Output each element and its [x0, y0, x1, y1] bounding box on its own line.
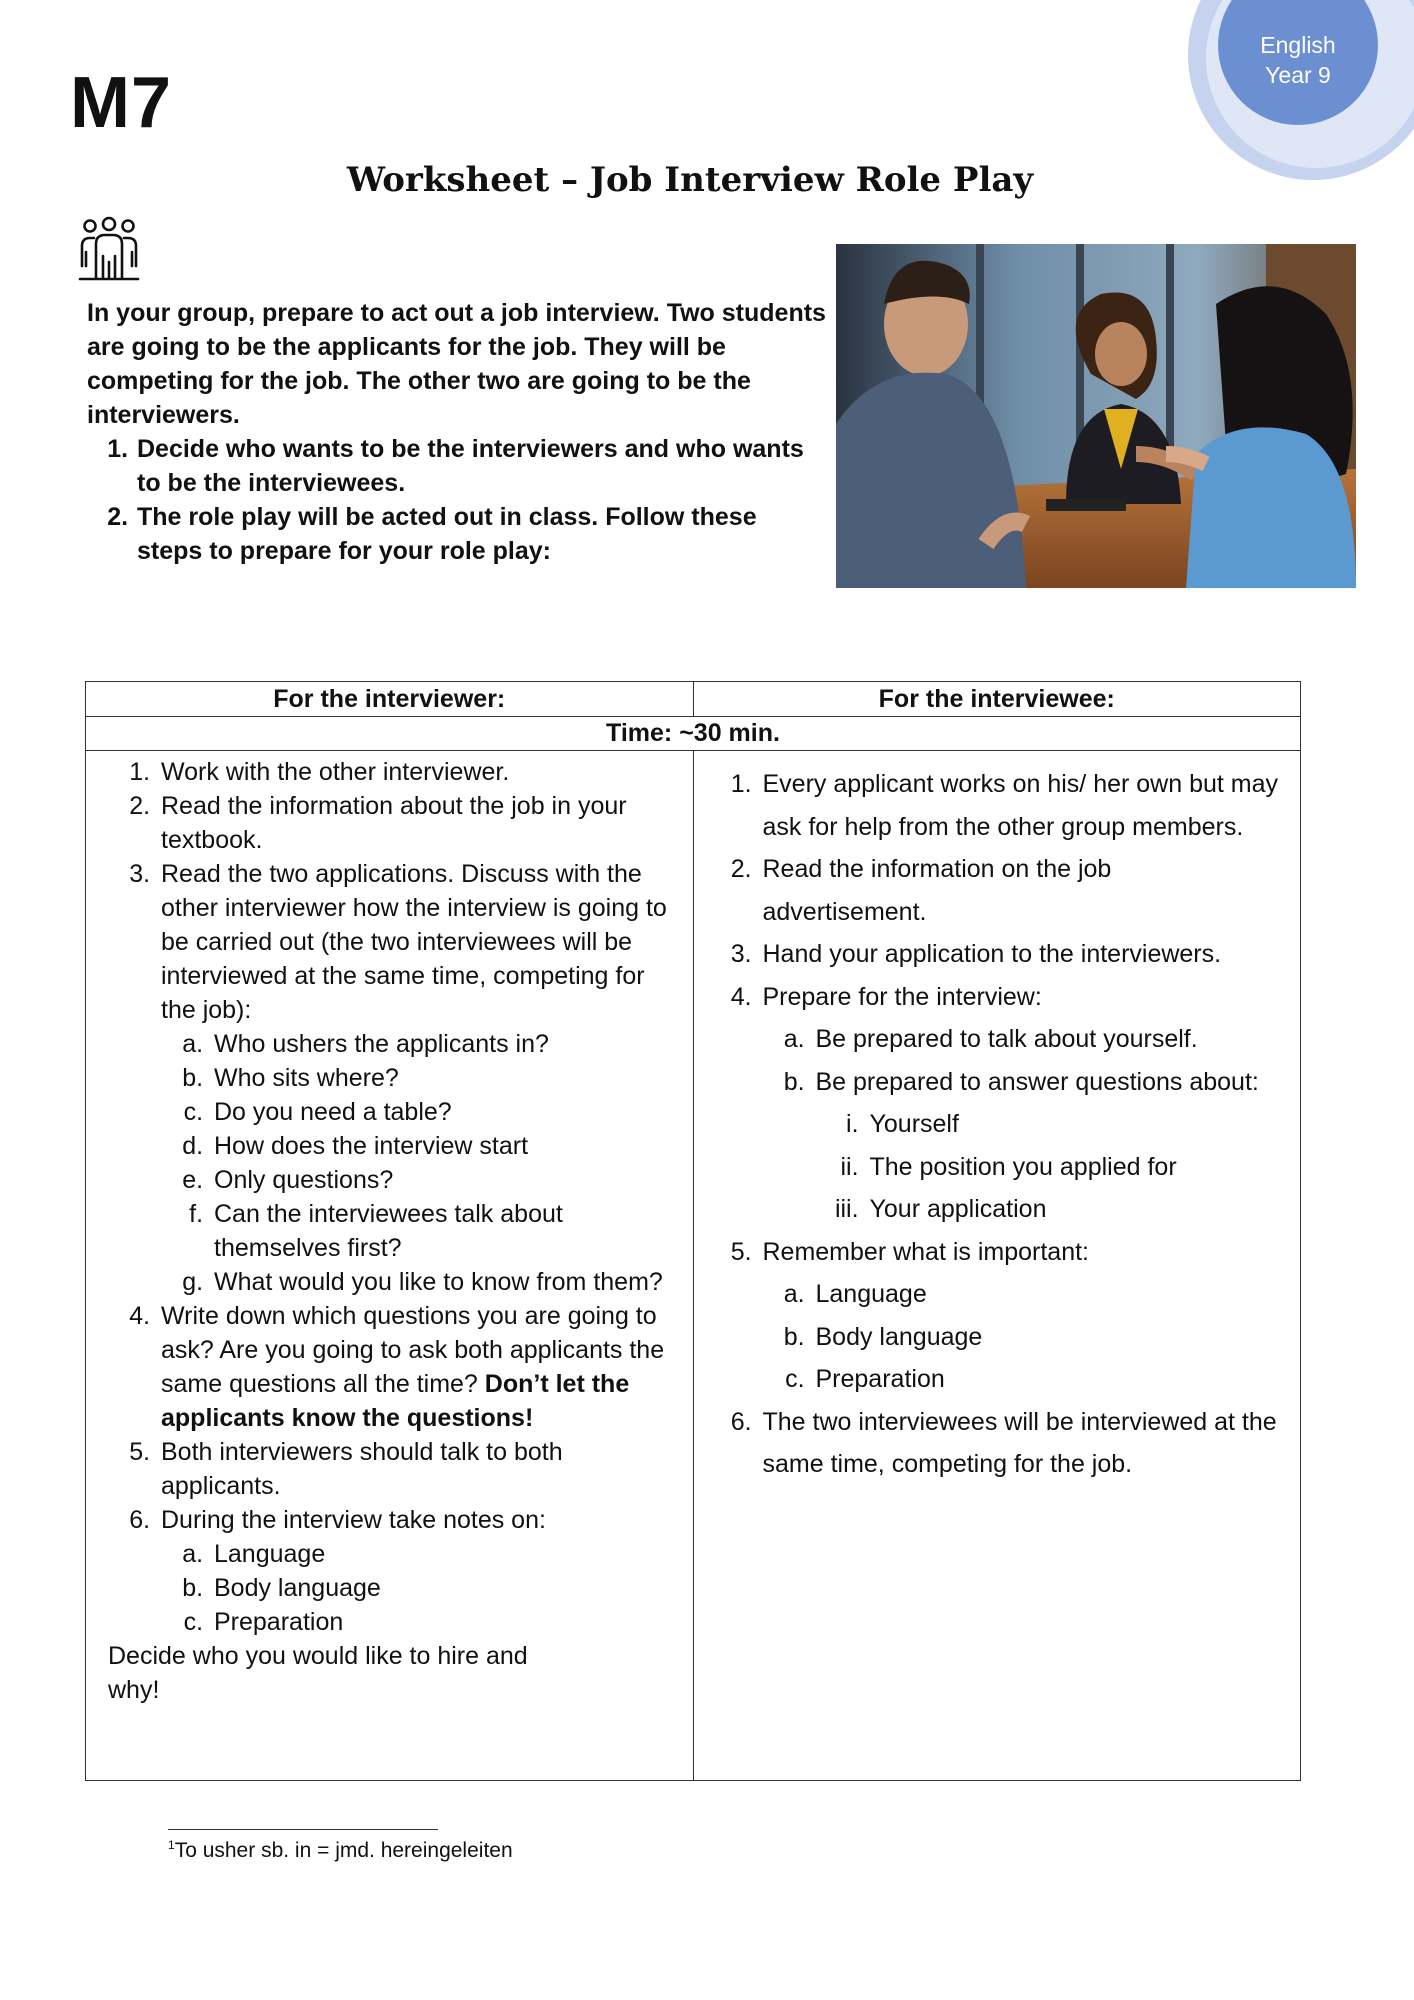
intro-step: 1. Decide who wants to be the interviewers and who wants to be the interviewees. — [135, 432, 827, 500]
list-item — [157, 857, 673, 1299]
sub-list — [161, 1027, 673, 1299]
list-item-text: During the interview take notes on: — [161, 1506, 546, 1534]
footnote — [168, 1838, 513, 1863]
intro-steps — [87, 432, 827, 568]
table-body-row — [86, 751, 1300, 1780]
list-item: c. Preparation — [210, 1605, 673, 1639]
badge-subject: English — [1260, 32, 1336, 58]
module-label: M7 — [70, 63, 173, 143]
interviewee-steps — [694, 763, 1301, 1486]
sub-sub-list — [816, 1103, 1281, 1231]
interviewer-steps — [86, 755, 693, 1639]
intro-paragraph: In your group, prepare to act out a job interview. Two students are going to be the applicants for the job. They will be competing for the job. The other two are going to be the interviewers. — [87, 299, 826, 429]
list-item: b. Who sits where? — [210, 1061, 673, 1095]
page-title: Worksheet – Job Interview Role Play — [346, 160, 1034, 200]
list-item: a. Language — [210, 1537, 673, 1571]
list-item: 1. Every applicant works on his/ her own but may ask for help from the other group members. — [759, 763, 1281, 848]
list-item — [157, 1299, 673, 1435]
sub-list — [763, 1018, 1281, 1231]
list-item: a. Who ushers the applicants in? — [210, 1027, 673, 1061]
time-row: Time: ~30 min. — [86, 717, 1300, 751]
list-item — [812, 1061, 1281, 1231]
list-item: ii. The position you applied for — [866, 1146, 1281, 1189]
footnote-text: To usher sb. in = jmd. hereingeleiten — [174, 1839, 513, 1862]
interviewer-column-header: For the interviewer: — [86, 682, 694, 716]
interviewer-column — [86, 751, 694, 1780]
list-item: b. Body language — [812, 1316, 1281, 1359]
list-item — [759, 1231, 1281, 1401]
list-item-text: Read the two applications. Discuss with the other interviewer how the interview is going to be carried out (the two interviewees will be interviewed at the same time, competing for the job): — [161, 860, 667, 1024]
list-item: b. Body language — [210, 1571, 673, 1605]
list-item: e. Only questions? — [210, 1163, 673, 1197]
table-header-row — [86, 682, 1300, 717]
badge-text — [1218, 30, 1378, 90]
list-item: d. How does the interview start — [210, 1129, 673, 1163]
sub-list — [763, 1273, 1281, 1401]
list-item: f. Can the interviewees talk about themselves first? — [210, 1197, 673, 1265]
list-item: 6. The two interviewees will be interviewed at the same time, competing for the job. — [759, 1401, 1281, 1486]
list-item: a. Be prepared to talk about yourself. — [812, 1018, 1281, 1061]
intro-instructions — [87, 296, 827, 568]
list-item-emphasis: Don’t let the applicants know the questions! — [161, 1370, 630, 1432]
list-item: iii. Your application — [866, 1188, 1281, 1231]
corner-badge — [1188, 0, 1414, 180]
footnote-divider — [168, 1829, 438, 1830]
sub-list — [161, 1537, 673, 1639]
list-item: 2. Read the information on the job advertisement. — [759, 848, 1281, 933]
list-item-text: Prepare for the interview: — [762, 982, 1042, 1011]
interviewee-column-header: For the interviewee: — [878, 685, 1115, 713]
closing-instruction: Decide who you would like to hire and why! — [108, 1642, 528, 1704]
interviewee-column — [694, 751, 1301, 1780]
badge-level: Year 9 — [1265, 62, 1331, 88]
job-interview-photo — [836, 244, 1356, 588]
list-item: c. Preparation — [812, 1358, 1281, 1401]
list-item: 5. Both interviewers should talk to both applicants. — [157, 1435, 673, 1503]
list-item: 3. Hand your application to the interviewers. — [759, 933, 1281, 976]
intro-step: 2. The role play will be acted out in class. Follow these steps to prepare for your role play: — [135, 500, 827, 568]
footnote-marker: 1 — [168, 1838, 175, 1852]
list-item: i. Yourself — [866, 1103, 1281, 1146]
list-item: c. Do you need a table? — [210, 1095, 673, 1129]
list-item — [759, 976, 1281, 1231]
list-item-text: Remember what is important: — [762, 1237, 1090, 1266]
list-item: 2. Read the information about the job in your textbook. — [157, 789, 673, 857]
list-item: g. What would you like to know from them? — [210, 1265, 673, 1299]
list-item — [157, 1503, 673, 1639]
group-of-people-icon — [76, 216, 142, 284]
list-item-text: Be prepared to answer questions about: — [815, 1067, 1259, 1096]
list-item: a. Language — [812, 1273, 1281, 1316]
list-item-text: Write down which questions you are going to ask? Are you going to ask both applicants the same questions all the time? — [161, 1302, 665, 1398]
list-item: 1. Work with the other interviewer. — [157, 755, 673, 789]
role-play-table — [85, 681, 1301, 1781]
